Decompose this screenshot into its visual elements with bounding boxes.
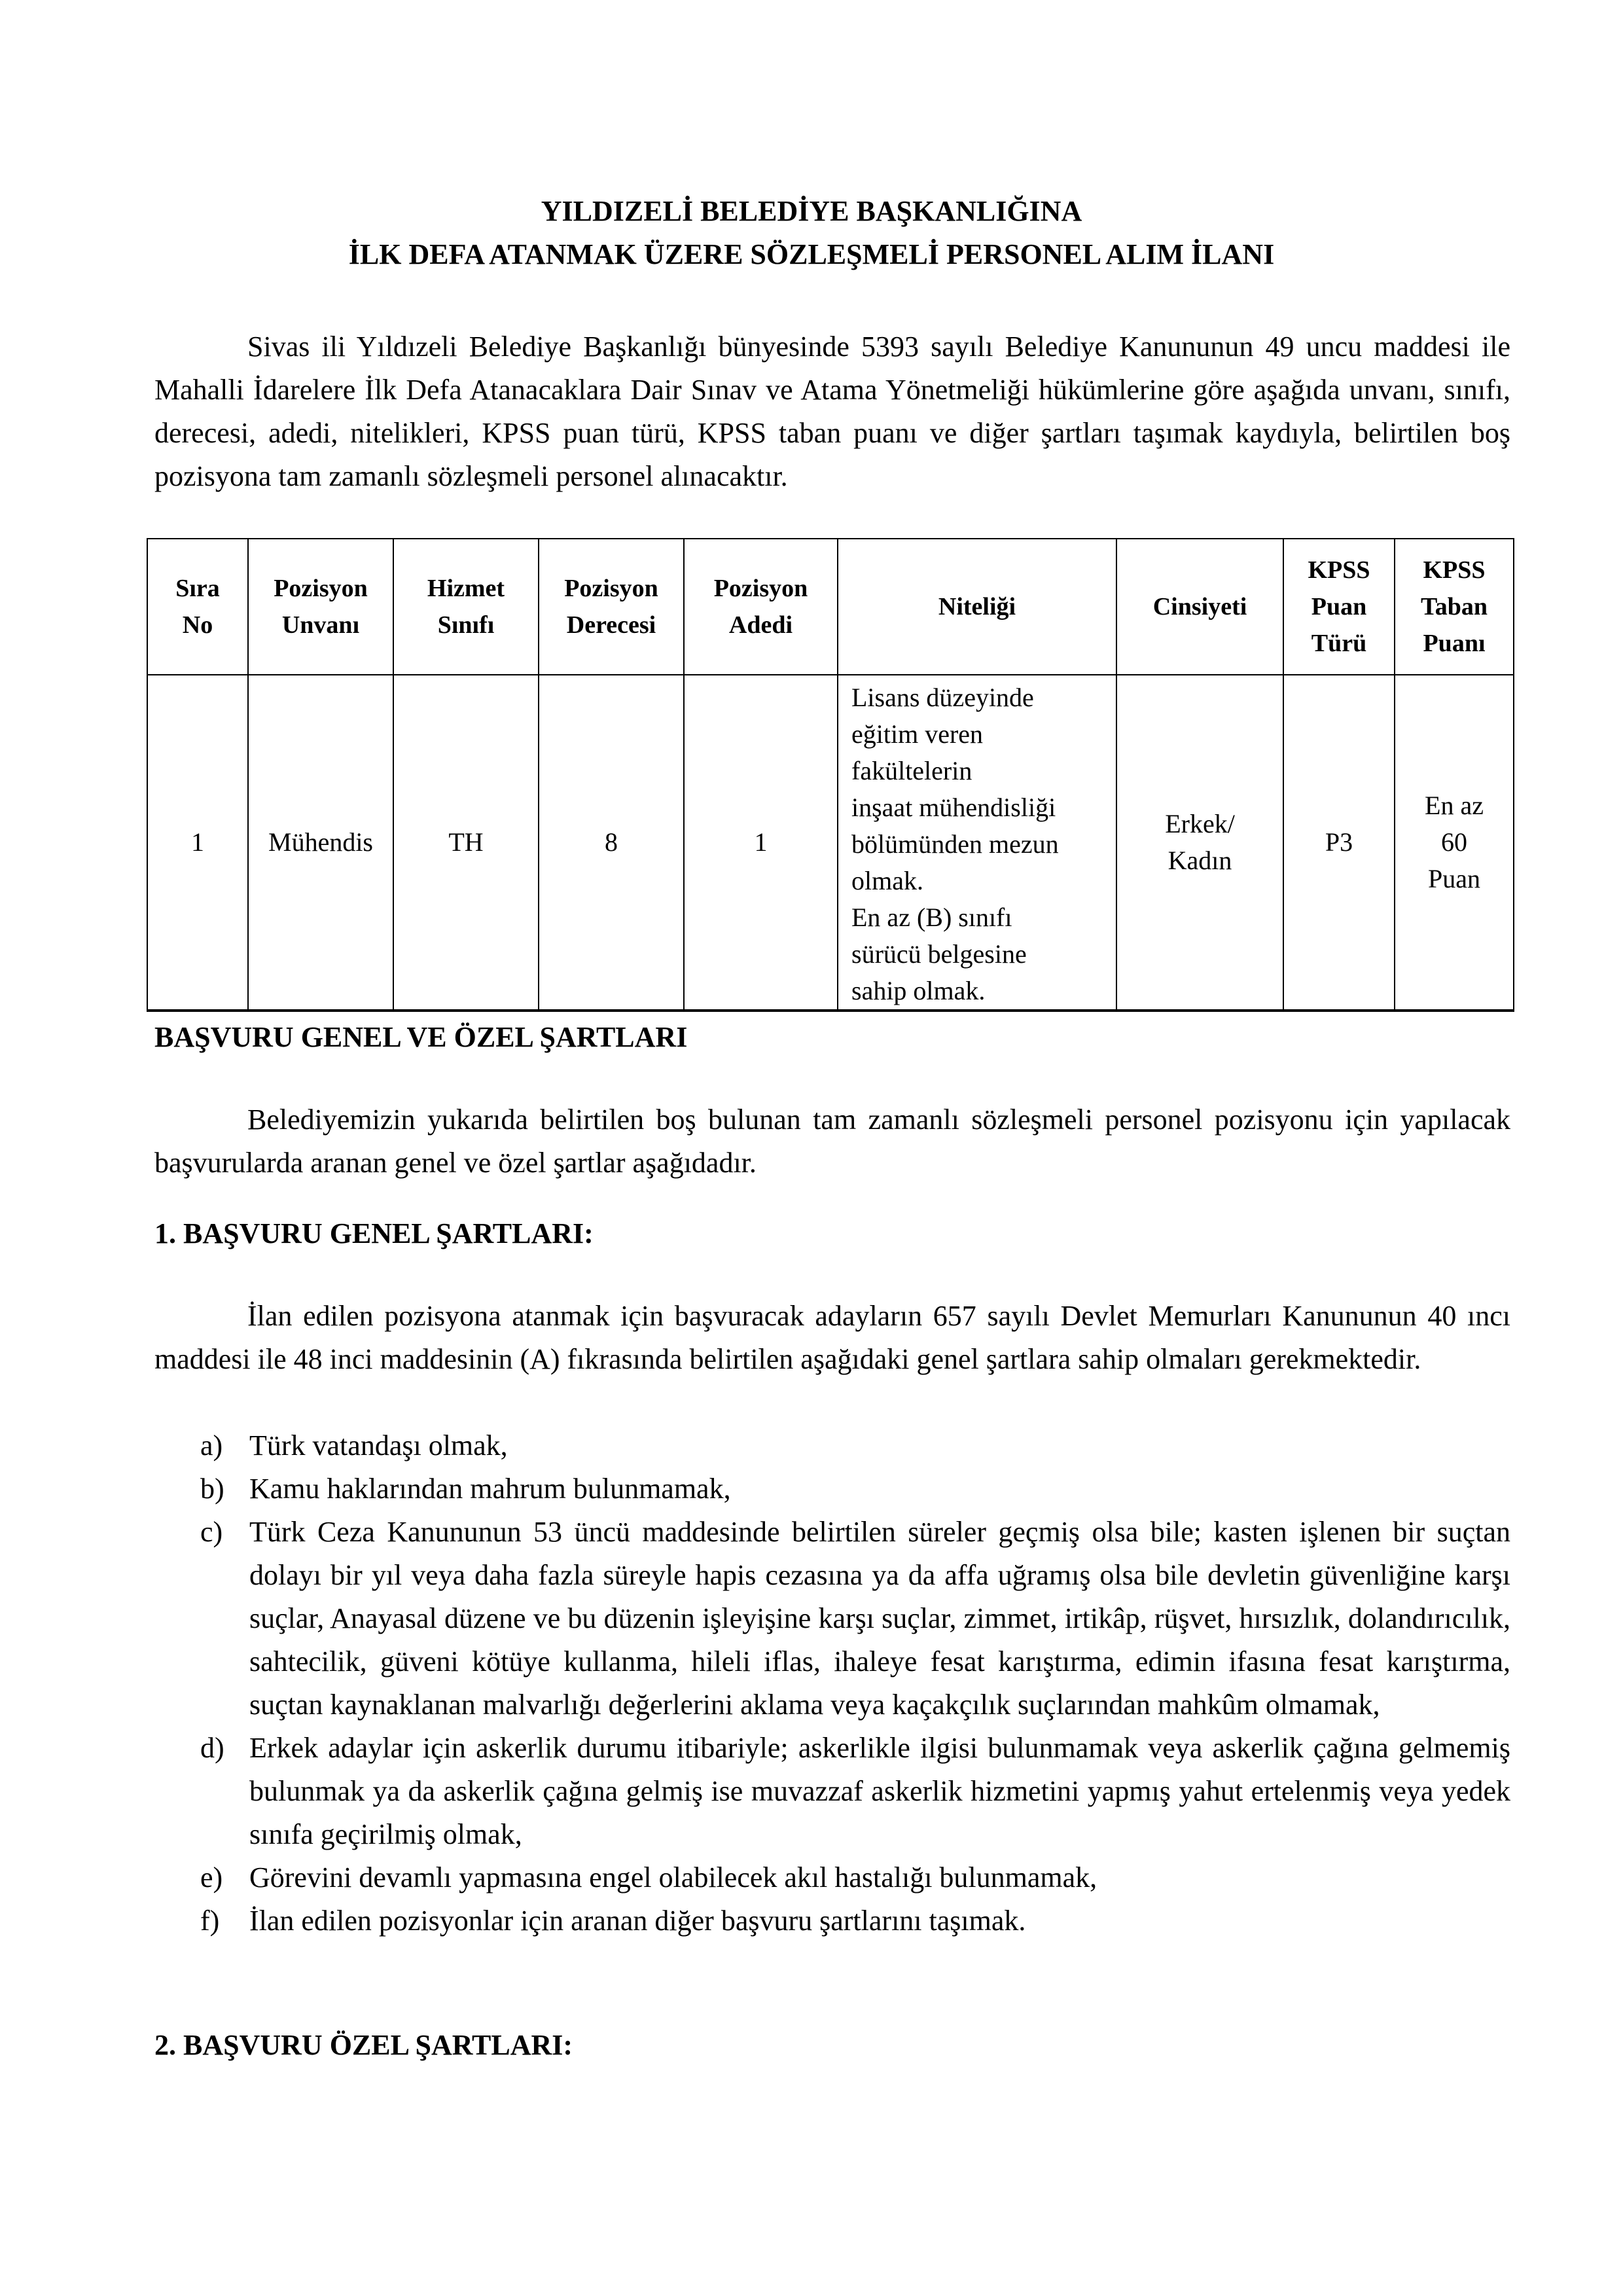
header-pozisyon-adedi: Pozisyon Adedi: [684, 539, 838, 675]
cell-derece: 8: [539, 675, 684, 1011]
section-heading-general: 1. BAŞVURU GENEL ŞARTLARI:: [154, 1217, 594, 1249]
cell-adet: 1: [684, 675, 838, 1011]
title-line-2: İLK DEFA ATANMAK ÜZERE SÖZLEŞMELİ PERSONEL ALIM İLANI: [348, 238, 1275, 270]
title-line-1: YILDIZELİ BELEDİYE BAŞKANLIĞINA: [541, 195, 1082, 227]
header-sira-no: Sıra No: [147, 539, 248, 675]
general-conditions-list: [154, 1424, 1510, 1943]
header-cinsiyeti: Cinsiyeti: [1116, 539, 1283, 675]
cell-kpss-taban-puani: En az 60 Puan: [1395, 675, 1514, 1011]
intro-paragraph-text: Sivas ili Yıldızeli Belediye Başkanlığı bünyesinde 5393 sayılı Belediye Kanununun 49 uncu maddesi ile Mahalli İdarelere İlk Defa Atanacaklara Dair Sınav ve Atama Yönetmeliği hükümlerine göre aşağıda unvanı, sınıfı, derecesi, adedi, nitelikleri, KPSS puan türü, KPSS taban puanı ve diğer şartları taşımak kaydıyla, belirtilen boş pozisyona tam zamanlı sözleşmeli personel alınacaktır.: [154, 331, 1510, 492]
list-item: f) İlan edilen pozisyonlar için aranan diğer başvuru şartlarını taşımak.: [200, 1905, 1026, 1937]
cell-niteligi: Lisans düzeyinde eğitim veren fakültelerin inşaat mühendisliği bölümünden mezun olmak. En az (B) sınıfı sürücü belgesine sahip olmak.: [838, 675, 1116, 1011]
cell-cinsiyet: Erkek/ Kadın: [1116, 675, 1283, 1011]
cell-hizmet-sinifi: TH: [393, 675, 539, 1011]
header-hizmet-sinifi: Hizmet Sınıfı: [393, 539, 539, 675]
section-main-paragraph: Belediyemizin yukarıda belirtilen boş bulunan tam zamanlı sözleşmeli personel pozisyonu için yapılacak başvurularda aranan genel ve özel şartlar aşağıdadır.: [154, 1103, 1510, 1179]
header-pozisyon-unvani: Pozisyon Unvanı: [248, 539, 393, 675]
position-table: [147, 538, 1514, 1012]
list-item: e) Görevini devamlı yapmasına engel olabilecek akıl hastalığı bulunmamak,: [200, 1861, 1097, 1893]
table-row: [147, 675, 1514, 1011]
header-kpss-taban-puani: KPSS Taban Puanı: [1395, 539, 1514, 675]
section-heading-special: 2. BAŞVURU ÖZEL ŞARTLARI:: [154, 2029, 573, 2061]
list-item: d) Erkek adaylar için askerlik durumu itibariyle; askerlikle ilgisi bulunmamak veya askerlik çağına gelmemiş bulunmak ya da askerlik çağına gelmiş ise muvazzaf askerlik hizmetini yapmış yahut ertelenmiş veya yedek sınıfa geçirilmiş olmak,: [200, 1732, 1510, 1850]
document-title: [0, 190, 1623, 276]
header-niteligi: Niteliği: [838, 539, 1116, 675]
header-pozisyon-derecesi: Pozisyon Derecesi: [539, 539, 684, 675]
cell-sira-no: 1: [147, 675, 248, 1011]
section-heading-main: BAŞVURU GENEL VE ÖZEL ŞARTLARI: [154, 1021, 688, 1053]
section-general-paragraph: İlan edilen pozisyona atanmak için başvuracak adayların 657 sayılı Devlet Memurları Kanununun 40 ıncı maddesi ile 48 inci maddesinin (A) fıkrasında belirtilen aşağıdaki genel şartlara sahip olmaları gerekmektedir.: [154, 1300, 1510, 1375]
cell-kpss-puan-turu: P3: [1283, 675, 1395, 1011]
cell-unvan: Mühendis: [248, 675, 393, 1011]
list-item: c) Türk Ceza Kanununun 53 üncü maddesinde belirtilen süreler geçmiş olsa bile; kasten işlenen bir suçtan dolayı bir yıl veya daha fazla süreyle hapis cezasına ya da affa uğramış olsa bile devletin güvenliğine karşı suçlar, Anayasal düzene ve bu düzenin işleyişine karşı suçlar, zimmet, irtikâp, rüşvet, hırsızlık, dolandırıcılık, sahtecilik, güveni kötüye kullanma, hileli iflas, ihaleye fesat karıştırma, edimin ifasına fesat karıştırma, suçtan kaynaklanan malvarlığı değerlerini aklama veya kaçakçılık suçlarından mahkûm olmamak,: [200, 1516, 1510, 1721]
list-item: b) Kamu haklarından mahrum bulunmamak,: [200, 1473, 731, 1505]
header-kpss-puan-turu: KPSS Puan Türü: [1283, 539, 1395, 675]
intro-paragraph: [154, 325, 1510, 498]
table-header-row: [147, 539, 1514, 675]
list-item: a) Türk vatandaşı olmak,: [200, 1429, 508, 1462]
